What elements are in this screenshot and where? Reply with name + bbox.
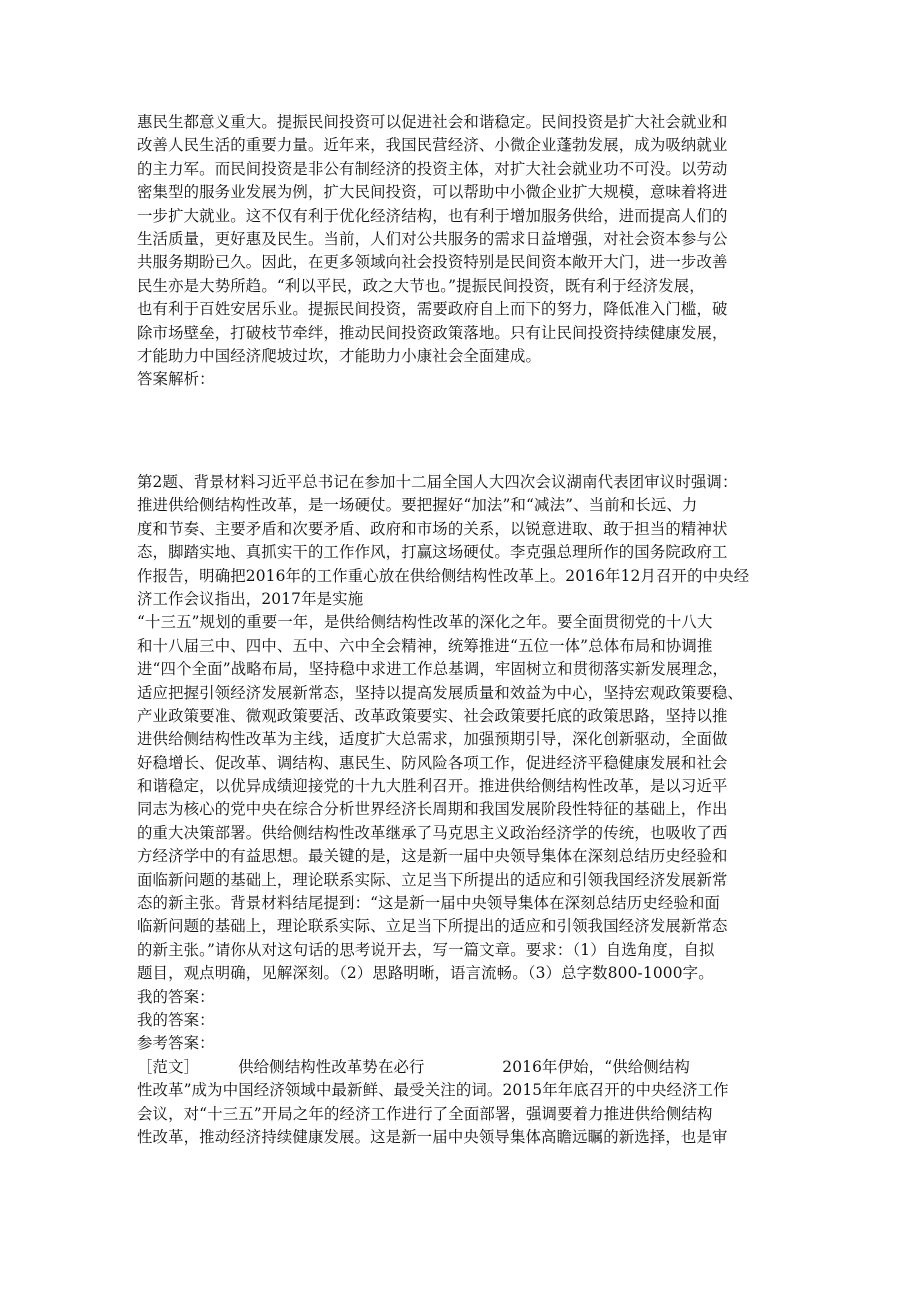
text-line: 作报告，明确把2016年的工作重心放在供给侧结构性改革上。2016年12月召开的中央经: [137, 566, 750, 585]
answer-analysis-label: 答案解析：: [137, 370, 215, 389]
text-line: 也有利于百姓安居乐业。提振民间投资，需要政府自上而下的努力，降低准入门槛，破: [137, 300, 728, 319]
text-line: 才能助力中国经济爬坡过坎，才能助力小康社会全面建成。: [137, 346, 542, 365]
question-2-section: [137, 471, 797, 1149]
text-line: 进“四个全面”战略布局，坚持稳中求进工作总基调，牢固树立和贯彻落实新发展理念，: [137, 660, 729, 679]
answer-text-section: [137, 111, 797, 392]
text-line: 方经济学中的有益思想。最关键的是，这是新一届中央领导集体在深刻总结历史经验和: [137, 847, 728, 866]
text-line: 适应把握引领经济发展新常态，坚持以提高发展质量和效益为中心，坚持宏观政策要稳、: [137, 683, 744, 702]
essay-header-line: ［范文］ 供给侧结构性改革势在必行 2016年伊始，“供给侧结构: [137, 1057, 690, 1076]
text-line: 改善人民生活的重要力量。近年来，我国民营经济、小微企业蓬勃发展，成为吸纳就业: [137, 136, 728, 155]
text-line: 的主力军。而民间投资是非公有制经济的投资主体，对扩大社会就业功不可没。以劳动: [137, 159, 728, 178]
text-line: 推进供给侧结构性改革，是一场硬仗。要把握好“加法”和“减法”、当前和长远、力: [137, 496, 698, 515]
text-line: 同志为核心的党中央在综合分析世界经济长周期和我国发展阶段性特征的基础上，作出: [137, 800, 728, 819]
text-line: 临新问题的基础上，理论联系实际、立足当下所提出的适应和引领我国经济发展新常态: [137, 917, 728, 936]
text-line: 和谐稳定，以优异成绩迎接党的十九大胜利召开。推进供给侧结构性改革，是以习近平: [137, 777, 728, 796]
question-title: 第2题、背景材料习近平总书记在参加十二届全国人大四次会议湖南代表团审议时强调：: [137, 473, 738, 491]
my-answer-label: 我的答案：: [137, 1010, 215, 1029]
text-line: 一步扩大就业。这不仅有利于优化经济结构，也有利于增加服务供给，进而提高人们的: [137, 206, 728, 225]
text-line: 面临新问题的基础上，理论联系实际、立足当下所提出的适应和引领我国经济发展新常: [137, 870, 728, 889]
text-line: 济工作会议指出，2017年是实施: [137, 589, 364, 608]
text-line: 产业政策要准、微观政策要活、改革政策要实、社会政策要托底的政策思路，坚持以推: [137, 706, 728, 725]
text-line: 进供给侧结构性改革为主线，适度扩大总需求，加强预期引导，深化创新驱动，全面做: [137, 730, 728, 749]
text-line: 民生亦是大势所趋。“利以平民，政之大节也。”提振民间投资，既有利于经济发展，: [137, 276, 705, 295]
text-line: 的重大决策部署。供给侧结构性改革继承了马克思主义政治经济学的传统，也吸收了西: [137, 823, 728, 842]
text-line: 共服务期盼已久。因此，在更多领域向社会投资特别是民间资本敞开大门，进一步改善: [137, 253, 728, 272]
text-line: 态的新主张。背景材料结尾提到：“这是新一届中央领导集体在深刻总结历史经验和面: [137, 894, 721, 913]
text-line: 性改革”成为中国经济领域中最新鲜、最受关注的词。2015年年底召开的中央经济工作: [137, 1081, 729, 1100]
text-line: 会议，对“十三五”开局之年的经济工作进行了全面部署，强调要着力推进供给侧结构: [137, 1104, 713, 1123]
text-line: 态，脚踏实地、真抓实干的工作作风，打赢这场硬仗。李克强总理所作的国务院政府工: [137, 543, 728, 562]
text-line: 密集型的服务业发展为例，扩大民间投资，可以帮助中小微企业扩大规模，意味着将进: [137, 183, 728, 202]
text-line: 的新主张。”请你从对这句话的思考说开去，写一篇文章。要求：（1）自选角度，自拟: [137, 940, 715, 959]
text-line: 除市场壁垒，打破枝节牵绊，推动民间投资政策落地。只有让民间投资持续健康发展，: [137, 323, 728, 342]
reference-answer-label: 参考答案：: [137, 1034, 215, 1053]
text-line: 题目，观点明确，见解深刻。（2）思路明晰，语言流畅。（3）总字数800-1000字。: [137, 964, 714, 983]
text-line: 和十八届三中、四中、五中、六中全会精神，统筹推进“五位一体”总体布局和协调推: [137, 636, 713, 655]
text-line: 生活质量，更好惠及民生。当前，人们对公共服务的需求日益增强，对社会资本参与公: [137, 229, 728, 248]
text-line: 好稳增长、促改革、调结构、惠民生、防风险各项工作，促进经济平稳健康发展和社会: [137, 753, 728, 772]
text-line: “十三五”规划的重要一年，是供给侧结构性改革的深化之年。要全面贯彻党的十八大: [137, 613, 713, 632]
my-answer-label: 我的答案：: [137, 987, 215, 1006]
text-line: 度和节奏、主要矛盾和次要矛盾、政府和市场的关系，以锐意进取、敢于担当的精神状: [137, 519, 728, 538]
text-line: 性改革，推动经济持续健康发展。这是新一届中央领导集体高瞻远瞩的新选择，也是审: [137, 1127, 728, 1146]
text-line: 惠民生都意义重大。提振民间投资可以促进社会和谐稳定。民间投资是扩大社会就业和: [137, 113, 728, 131]
